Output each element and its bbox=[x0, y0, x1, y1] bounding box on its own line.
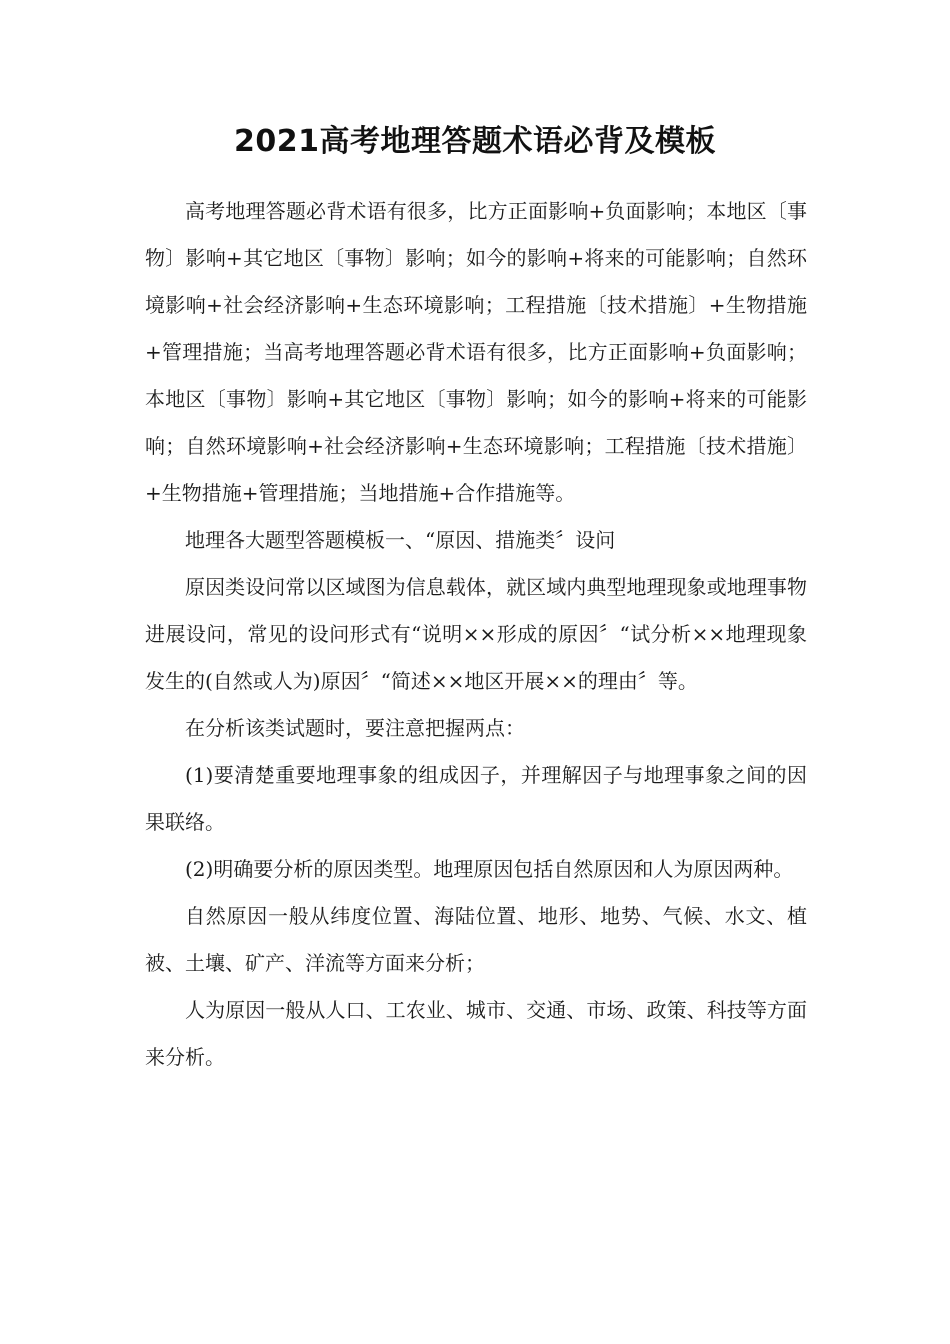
paragraph-analysis-points: 在分析该类试题时，要注意把握两点： bbox=[185, 716, 525, 740]
document-body bbox=[145, 188, 807, 1081]
paragraph-human-causes: 人为原因一般从人口、工农业、城市、交通、市场、政策、科技等方面来分析。 bbox=[145, 998, 807, 1069]
paragraph-section-heading: 地理各大题型答题模板一、“原因、措施类〞设问 bbox=[185, 528, 616, 552]
paragraph-intro: 高考地理答题必背术语有很多，比方正面影响+负面影响；本地区〔事物〕影响+其它地区〔事物〕影响；如今的影响+将来的可能影响；自然环境影响+社会经济影响+生态环境影响；工程措施〔技术措施〕+生物措施+管理措施；当高考地理答题必背术语有很多，比方正面影响+负面影响；本地区〔事物〕影响+其它地区〔事物〕影响；如今的影响+将来的可能影响；自然环境影响+社会经济影响+生态环境影响；工程措施〔技术措施〕+生物措施+管理措施；当地措施+合作措施等。 bbox=[145, 199, 807, 505]
paragraph-point-1: (1)要清楚重要地理事象的组成因子，并理解因子与地理事象之间的因果联络。 bbox=[145, 763, 807, 834]
document-title: 2021高考地理答题术语必背及模板 bbox=[234, 124, 716, 159]
paragraph-point-2: (2)明确要分析的原因类型。地理原因包括自然原因和人为原因两种。 bbox=[185, 857, 794, 881]
paragraph-cause-questions: 原因类设问常以区域图为信息载体，就区域内典型地理现象或地理事物进展设问，常见的设问形式有“说明××形成的原因〞“试分析××地理现象发生的(自然或人为)原因〞“简述××地区开展××的理由〞等。 bbox=[145, 575, 807, 693]
paragraph-natural-causes: 自然原因一般从纬度位置、海陆位置、地形、地势、气候、水文、植被、土壤、矿产、洋流等方面来分析； bbox=[145, 904, 807, 975]
